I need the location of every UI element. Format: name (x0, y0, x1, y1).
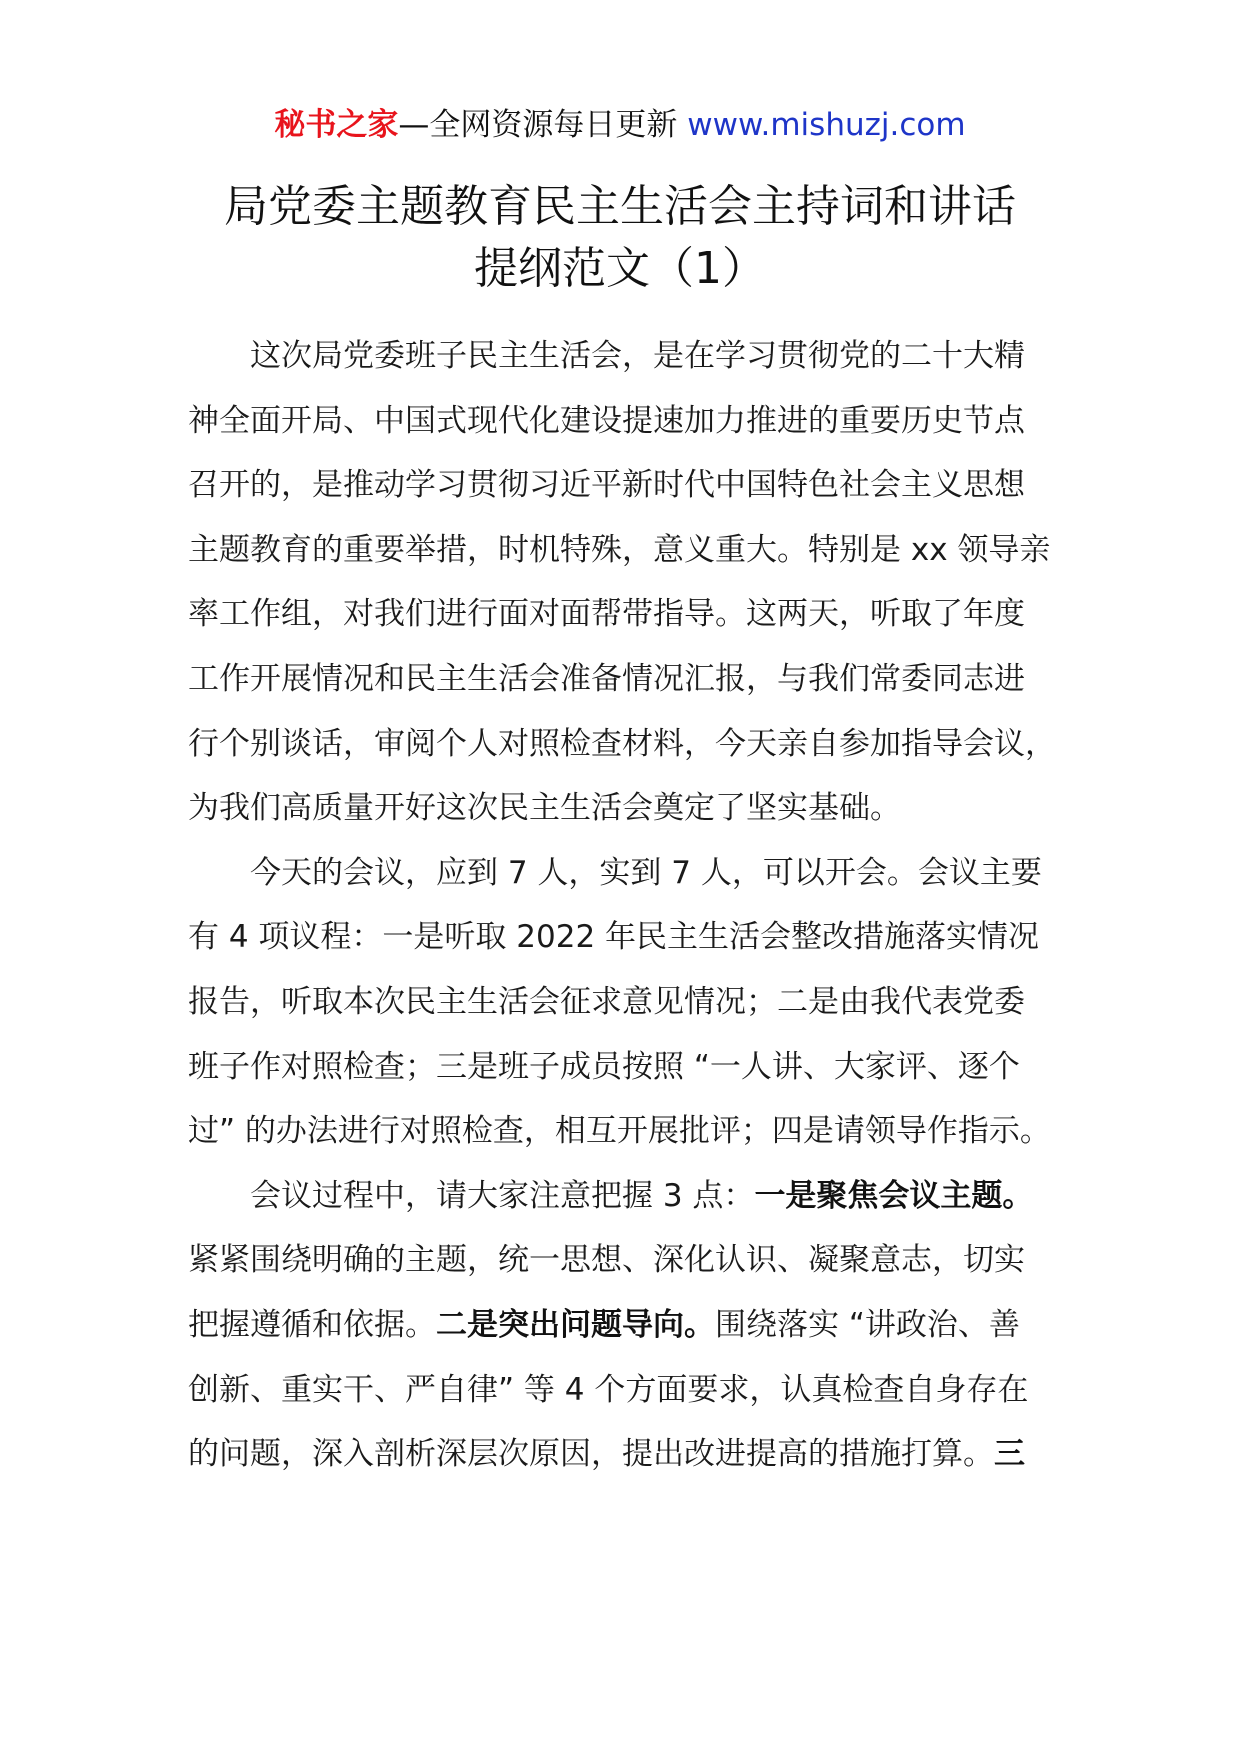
document-title (150, 176, 1090, 300)
paragraph-line: 创新、重实干、严自律” 等 4 个方面要求，认真检查自身存在 (188, 1371, 1029, 1408)
emphasis-point-1: 一是聚焦会议主题。 (754, 1177, 1034, 1214)
paragraph-line: 这次局党委班子民主生活会，是在学习贯彻党的二十大精 (250, 338, 1025, 374)
paragraph-1 (188, 324, 1068, 841)
title-line-2: 提纲范文（1） (474, 243, 766, 294)
title-line-1: 局党委主题教育民主生活会主持词和讲话 (224, 181, 1016, 232)
paragraph-line (188, 1293, 1068, 1358)
paragraph-line: 主题教育的重要举措，时机特殊，意义重大。特别是 xx 领导亲 (188, 531, 1051, 568)
paragraph-line: 今天的会议，应到 7 人，实到 7 人，可以开会。会议主要 (250, 854, 1042, 891)
site-tagline: —全网资源每日更新 (398, 107, 688, 143)
paragraph-line: 为我们高质量开好这次民主生活会奠定了坚实基础。 (188, 790, 901, 827)
paragraph-line: 有 4 项议程：一是听取 2022 年民主生活会整改措施落实情况 (188, 919, 1040, 956)
paragraph-line: 工作开展情况和民主生活会准备情况汇报，与我们常委同志进 (188, 660, 1025, 697)
document-body (188, 324, 1068, 1487)
paragraph-line: 召开的，是推动学习贯彻习近平新时代中国特色社会主义思想 (188, 467, 1025, 504)
site-brand: 秘书之家 (274, 107, 399, 143)
text-run: 围绕落实 “讲政治、善 (715, 1306, 1020, 1343)
site-header (0, 100, 1240, 150)
emphasis-point-3-start: 三 (994, 1436, 1025, 1473)
site-url-link[interactable]: www.mishuzj.com (687, 107, 966, 143)
paragraph-line: 紧紧围绕明确的主题，统一思想、深化认识、凝聚意志，切实 (188, 1242, 1025, 1279)
paragraph-line: 班子作对照检查；三是班子成员按照 “一人讲、大家评、逐个 (188, 1048, 1020, 1085)
text-run: 会议过程中，请大家注意把握 3 点： (250, 1177, 755, 1214)
paragraph-line: 神全面开局、中国式现代化建设提速加力推进的重要历史节点 (188, 402, 1025, 439)
paragraph-line: 过” 的办法进行对照检查，相互开展批评；四是请领导作指示。 (188, 1113, 1051, 1150)
text-run: 把握遵循和依据。 (188, 1306, 436, 1343)
text-run: 的问题，深入剖析深层次原因，提出改进提高的措施打算。 (188, 1436, 994, 1473)
paragraph-2 (188, 841, 1068, 1164)
paragraph-line: 报告，听取本次民主生活会征求意见情况；二是由我代表党委 (188, 983, 1025, 1020)
paragraph-3 (188, 1164, 1068, 1487)
paragraph-line: 行个别谈话，审阅个人对照检查材料，今天亲自参加指导会议， (188, 725, 1056, 762)
emphasis-point-2: 二是突出问题导向。 (436, 1306, 715, 1343)
paragraph-line (188, 1164, 1068, 1229)
paragraph-line (188, 1422, 1068, 1487)
paragraph-line: 率工作组，对我们进行面对面帮带指导。这两天，听取了年度 (188, 596, 1025, 633)
